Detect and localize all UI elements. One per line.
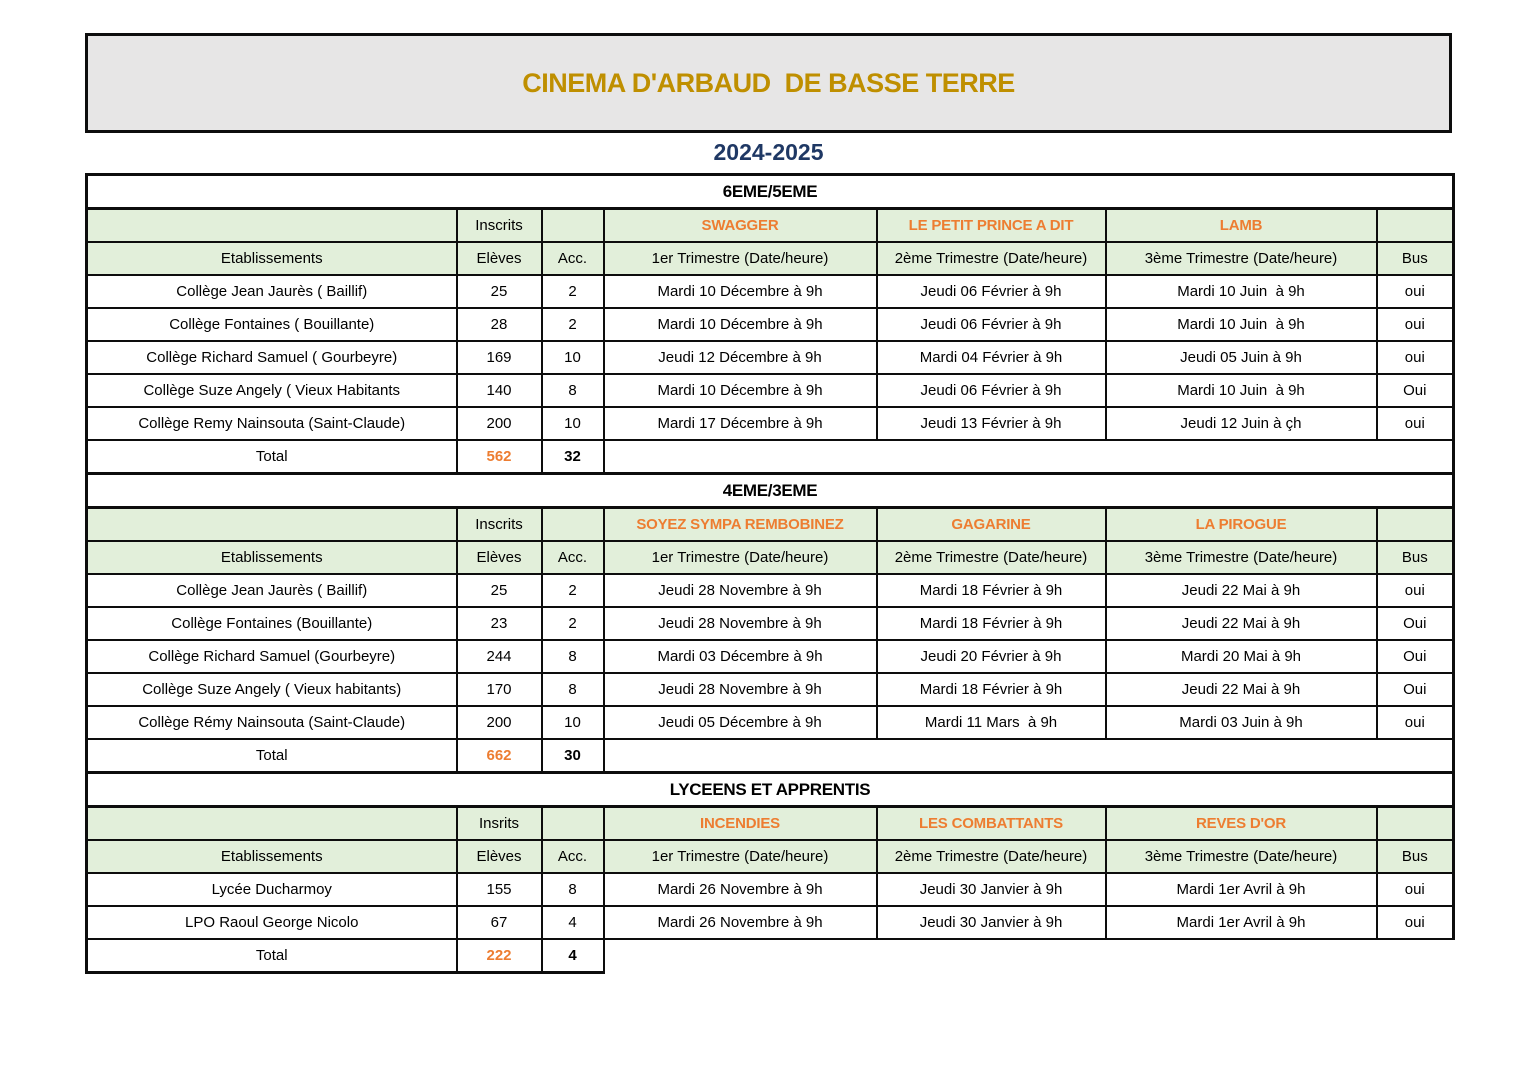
eleves-count: 28 xyxy=(457,308,542,341)
bus-value: Oui xyxy=(1377,640,1454,673)
enrolled-label: Insrits xyxy=(457,807,542,841)
section-table-1 xyxy=(85,173,1455,475)
sections xyxy=(85,173,1452,974)
column-header: Elèves xyxy=(457,541,542,574)
section-table-3 xyxy=(85,771,1455,974)
trimestre3-date: Jeudi 12 Juin à çh xyxy=(1106,407,1377,440)
section-title: 6EME/5EME xyxy=(87,175,1454,209)
acc-count: 2 xyxy=(542,607,604,640)
film-title: REVES D'OR xyxy=(1106,807,1377,841)
total-label: Total xyxy=(87,440,457,474)
column-header: Etablissements xyxy=(87,541,457,574)
trimestre1-date: Mardi 10 Décembre à 9h xyxy=(604,275,877,308)
trimestre2-date: Jeudi 30 Janvier à 9h xyxy=(877,906,1106,939)
trimestre1-date: Mardi 26 Novembre à 9h xyxy=(604,906,877,939)
column-header: 2ème Trimestre (Date/heure) xyxy=(877,242,1106,275)
trimestre2-date: Mardi 04 Février à 9h xyxy=(877,341,1106,374)
total-acc: 32 xyxy=(542,440,604,474)
acc-count: 4 xyxy=(542,906,604,939)
trimestre1-date: Jeudi 05 Décembre à 9h xyxy=(604,706,877,739)
blank-cell xyxy=(87,508,457,542)
acc-count: 10 xyxy=(542,341,604,374)
section-title-row xyxy=(87,474,1454,508)
film-title: LES COMBATTANTS xyxy=(877,807,1106,841)
school-name: Collège Jean Jaurès ( Baillif) xyxy=(87,574,457,607)
trimestre1-date: Mardi 17 Décembre à 9h xyxy=(604,407,877,440)
table-row xyxy=(87,673,1454,706)
film-title: LA PIROGUE xyxy=(1106,508,1377,542)
enrolled-label: Inscrits xyxy=(457,209,542,243)
acc-count: 2 xyxy=(542,275,604,308)
column-header: Etablissements xyxy=(87,840,457,873)
column-header: Bus xyxy=(1377,840,1454,873)
school-name: Collège Richard Samuel ( Gourbeyre) xyxy=(87,341,457,374)
total-empty-cell xyxy=(604,939,1454,973)
section-title-row xyxy=(87,175,1454,209)
eleves-count: 140 xyxy=(457,374,542,407)
column-header: 3ème Trimestre (Date/heure) xyxy=(1106,840,1377,873)
total-eleves: 662 xyxy=(457,739,542,773)
blank-cell xyxy=(542,209,604,243)
trimestre3-date: Mardi 1er Avril à 9h xyxy=(1106,906,1377,939)
eleves-count: 200 xyxy=(457,706,542,739)
trimestre3-date: Jeudi 22 Mai à 9h xyxy=(1106,607,1377,640)
blank-cell xyxy=(1377,209,1454,243)
total-eleves: 562 xyxy=(457,440,542,474)
eleves-count: 244 xyxy=(457,640,542,673)
trimestre3-date: Mardi 03 Juin à 9h xyxy=(1106,706,1377,739)
trimestre1-date: Mardi 10 Décembre à 9h xyxy=(604,374,877,407)
trimestre3-date: Jeudi 22 Mai à 9h xyxy=(1106,574,1377,607)
trimestre3-date: Mardi 10 Juin à 9h xyxy=(1106,308,1377,341)
trimestre2-date: Mardi 18 Février à 9h xyxy=(877,574,1106,607)
blank-cell xyxy=(87,209,457,243)
column-header-row xyxy=(87,541,1454,574)
total-empty-cell xyxy=(604,440,1454,474)
total-label: Total xyxy=(87,739,457,773)
bus-value: oui xyxy=(1377,873,1454,906)
total-acc: 30 xyxy=(542,739,604,773)
total-row xyxy=(87,440,1454,474)
trimestre2-date: Mardi 11 Mars à 9h xyxy=(877,706,1106,739)
school-name: Collège Richard Samuel (Gourbeyre) xyxy=(87,640,457,673)
film-title: INCENDIES xyxy=(604,807,877,841)
table-row xyxy=(87,341,1454,374)
trimestre1-date: Jeudi 12 Décembre à 9h xyxy=(604,341,877,374)
total-empty-cell xyxy=(604,739,1454,773)
table-row xyxy=(87,574,1454,607)
film-header-row xyxy=(87,508,1454,542)
enrolled-label: Inscrits xyxy=(457,508,542,542)
trimestre1-date: Mardi 03 Décembre à 9h xyxy=(604,640,877,673)
column-header: 3ème Trimestre (Date/heure) xyxy=(1106,541,1377,574)
trimestre2-date: Mardi 18 Février à 9h xyxy=(877,607,1106,640)
table-row xyxy=(87,607,1454,640)
table-row xyxy=(87,275,1454,308)
school-name: Collège Rémy Nainsouta (Saint-Claude) xyxy=(87,706,457,739)
bus-value: oui xyxy=(1377,574,1454,607)
eleves-count: 67 xyxy=(457,906,542,939)
film-title: GAGARINE xyxy=(877,508,1106,542)
trimestre1-date: Mardi 10 Décembre à 9h xyxy=(604,308,877,341)
column-header: Etablissements xyxy=(87,242,457,275)
bus-value: Oui xyxy=(1377,673,1454,706)
trimestre2-date: Jeudi 06 Février à 9h xyxy=(877,374,1106,407)
total-label: Total xyxy=(87,939,457,973)
column-header: 1er Trimestre (Date/heure) xyxy=(604,840,877,873)
trimestre3-date: Jeudi 22 Mai à 9h xyxy=(1106,673,1377,706)
acc-count: 2 xyxy=(542,574,604,607)
school-name: Collège Jean Jaurès ( Baillif) xyxy=(87,275,457,308)
eleves-count: 169 xyxy=(457,341,542,374)
trimestre3-date: Mardi 20 Mai à 9h xyxy=(1106,640,1377,673)
total-eleves: 222 xyxy=(457,939,542,973)
trimestre3-date: Mardi 1er Avril à 9h xyxy=(1106,873,1377,906)
bus-value: oui xyxy=(1377,906,1454,939)
trimestre1-date: Jeudi 28 Novembre à 9h xyxy=(604,607,877,640)
column-header-row xyxy=(87,242,1454,275)
table-row xyxy=(87,407,1454,440)
title-banner xyxy=(85,33,1452,133)
bus-value: Oui xyxy=(1377,607,1454,640)
bus-value: oui xyxy=(1377,407,1454,440)
table-row xyxy=(87,706,1454,739)
bus-value: Oui xyxy=(1377,374,1454,407)
table-row xyxy=(87,308,1454,341)
bus-value: oui xyxy=(1377,706,1454,739)
school-name: Collège Suze Angely ( Vieux habitants) xyxy=(87,673,457,706)
trimestre2-date: Jeudi 06 Février à 9h xyxy=(877,308,1106,341)
acc-count: 2 xyxy=(542,308,604,341)
school-name: Collège Remy Nainsouta (Saint-Claude) xyxy=(87,407,457,440)
column-header: Elèves xyxy=(457,242,542,275)
acc-count: 10 xyxy=(542,407,604,440)
trimestre1-date: Mardi 26 Novembre à 9h xyxy=(604,873,877,906)
column-header: Elèves xyxy=(457,840,542,873)
trimestre3-date: Mardi 10 Juin à 9h xyxy=(1106,374,1377,407)
eleves-count: 155 xyxy=(457,873,542,906)
table-row xyxy=(87,873,1454,906)
column-header: 2ème Trimestre (Date/heure) xyxy=(877,541,1106,574)
column-header-row xyxy=(87,840,1454,873)
trimestre2-date: Jeudi 20 Février à 9h xyxy=(877,640,1106,673)
blank-cell xyxy=(87,807,457,841)
trimestre1-date: Jeudi 28 Novembre à 9h xyxy=(604,673,877,706)
trimestre1-date: Jeudi 28 Novembre à 9h xyxy=(604,574,877,607)
trimestre2-date: Jeudi 13 Février à 9h xyxy=(877,407,1106,440)
acc-count: 8 xyxy=(542,873,604,906)
eleves-count: 23 xyxy=(457,607,542,640)
acc-count: 8 xyxy=(542,374,604,407)
film-title: SOYEZ SYMPA REMBOBINEZ xyxy=(604,508,877,542)
blank-cell xyxy=(1377,807,1454,841)
blank-cell xyxy=(1377,508,1454,542)
column-header: 3ème Trimestre (Date/heure) xyxy=(1106,242,1377,275)
page-title: CINEMA D'ARBAUD DE BASSE TERRE xyxy=(522,67,1015,98)
acc-count: 10 xyxy=(542,706,604,739)
eleves-count: 200 xyxy=(457,407,542,440)
section-title-row xyxy=(87,773,1454,807)
acc-count: 8 xyxy=(542,640,604,673)
section-table-2 xyxy=(85,472,1455,774)
table-row xyxy=(87,374,1454,407)
film-title: LE PETIT PRINCE A DIT xyxy=(877,209,1106,243)
eleves-count: 25 xyxy=(457,574,542,607)
section-title: LYCEENS ET APPRENTIS xyxy=(87,773,1454,807)
column-header: Bus xyxy=(1377,242,1454,275)
total-acc: 4 xyxy=(542,939,604,973)
film-header-row xyxy=(87,209,1454,243)
table-row xyxy=(87,906,1454,939)
column-header: 1er Trimestre (Date/heure) xyxy=(604,541,877,574)
trimestre2-date: Jeudi 06 Février à 9h xyxy=(877,275,1106,308)
film-title: SWAGGER xyxy=(604,209,877,243)
acc-count: 8 xyxy=(542,673,604,706)
column-header: Acc. xyxy=(542,541,604,574)
column-header: Acc. xyxy=(542,242,604,275)
film-header-row xyxy=(87,807,1454,841)
bus-value: oui xyxy=(1377,275,1454,308)
school-name: LPO Raoul George Nicolo xyxy=(87,906,457,939)
section-title: 4EME/3EME xyxy=(87,474,1454,508)
bus-value: oui xyxy=(1377,341,1454,374)
school-name: Collège Fontaines ( Bouillante) xyxy=(87,308,457,341)
school-name: Collège Suze Angely ( Vieux Habitants xyxy=(87,374,457,407)
column-header: Acc. xyxy=(542,840,604,873)
column-header: Bus xyxy=(1377,541,1454,574)
column-header: 2ème Trimestre (Date/heure) xyxy=(877,840,1106,873)
bus-value: oui xyxy=(1377,308,1454,341)
total-row xyxy=(87,939,1454,973)
school-name: Collège Fontaines (Bouillante) xyxy=(87,607,457,640)
trimestre2-date: Mardi 18 Février à 9h xyxy=(877,673,1106,706)
eleves-count: 170 xyxy=(457,673,542,706)
trimestre3-date: Mardi 10 Juin à 9h xyxy=(1106,275,1377,308)
school-year: 2024-2025 xyxy=(713,139,824,165)
blank-cell xyxy=(542,807,604,841)
school-name: Lycée Ducharmoy xyxy=(87,873,457,906)
trimestre2-date: Jeudi 30 Janvier à 9h xyxy=(877,873,1106,906)
column-header: 1er Trimestre (Date/heure) xyxy=(604,242,877,275)
eleves-count: 25 xyxy=(457,275,542,308)
trimestre3-date: Jeudi 05 Juin à 9h xyxy=(1106,341,1377,374)
total-row xyxy=(87,739,1454,773)
blank-cell xyxy=(542,508,604,542)
table-row xyxy=(87,640,1454,673)
film-title: LAMB xyxy=(1106,209,1377,243)
